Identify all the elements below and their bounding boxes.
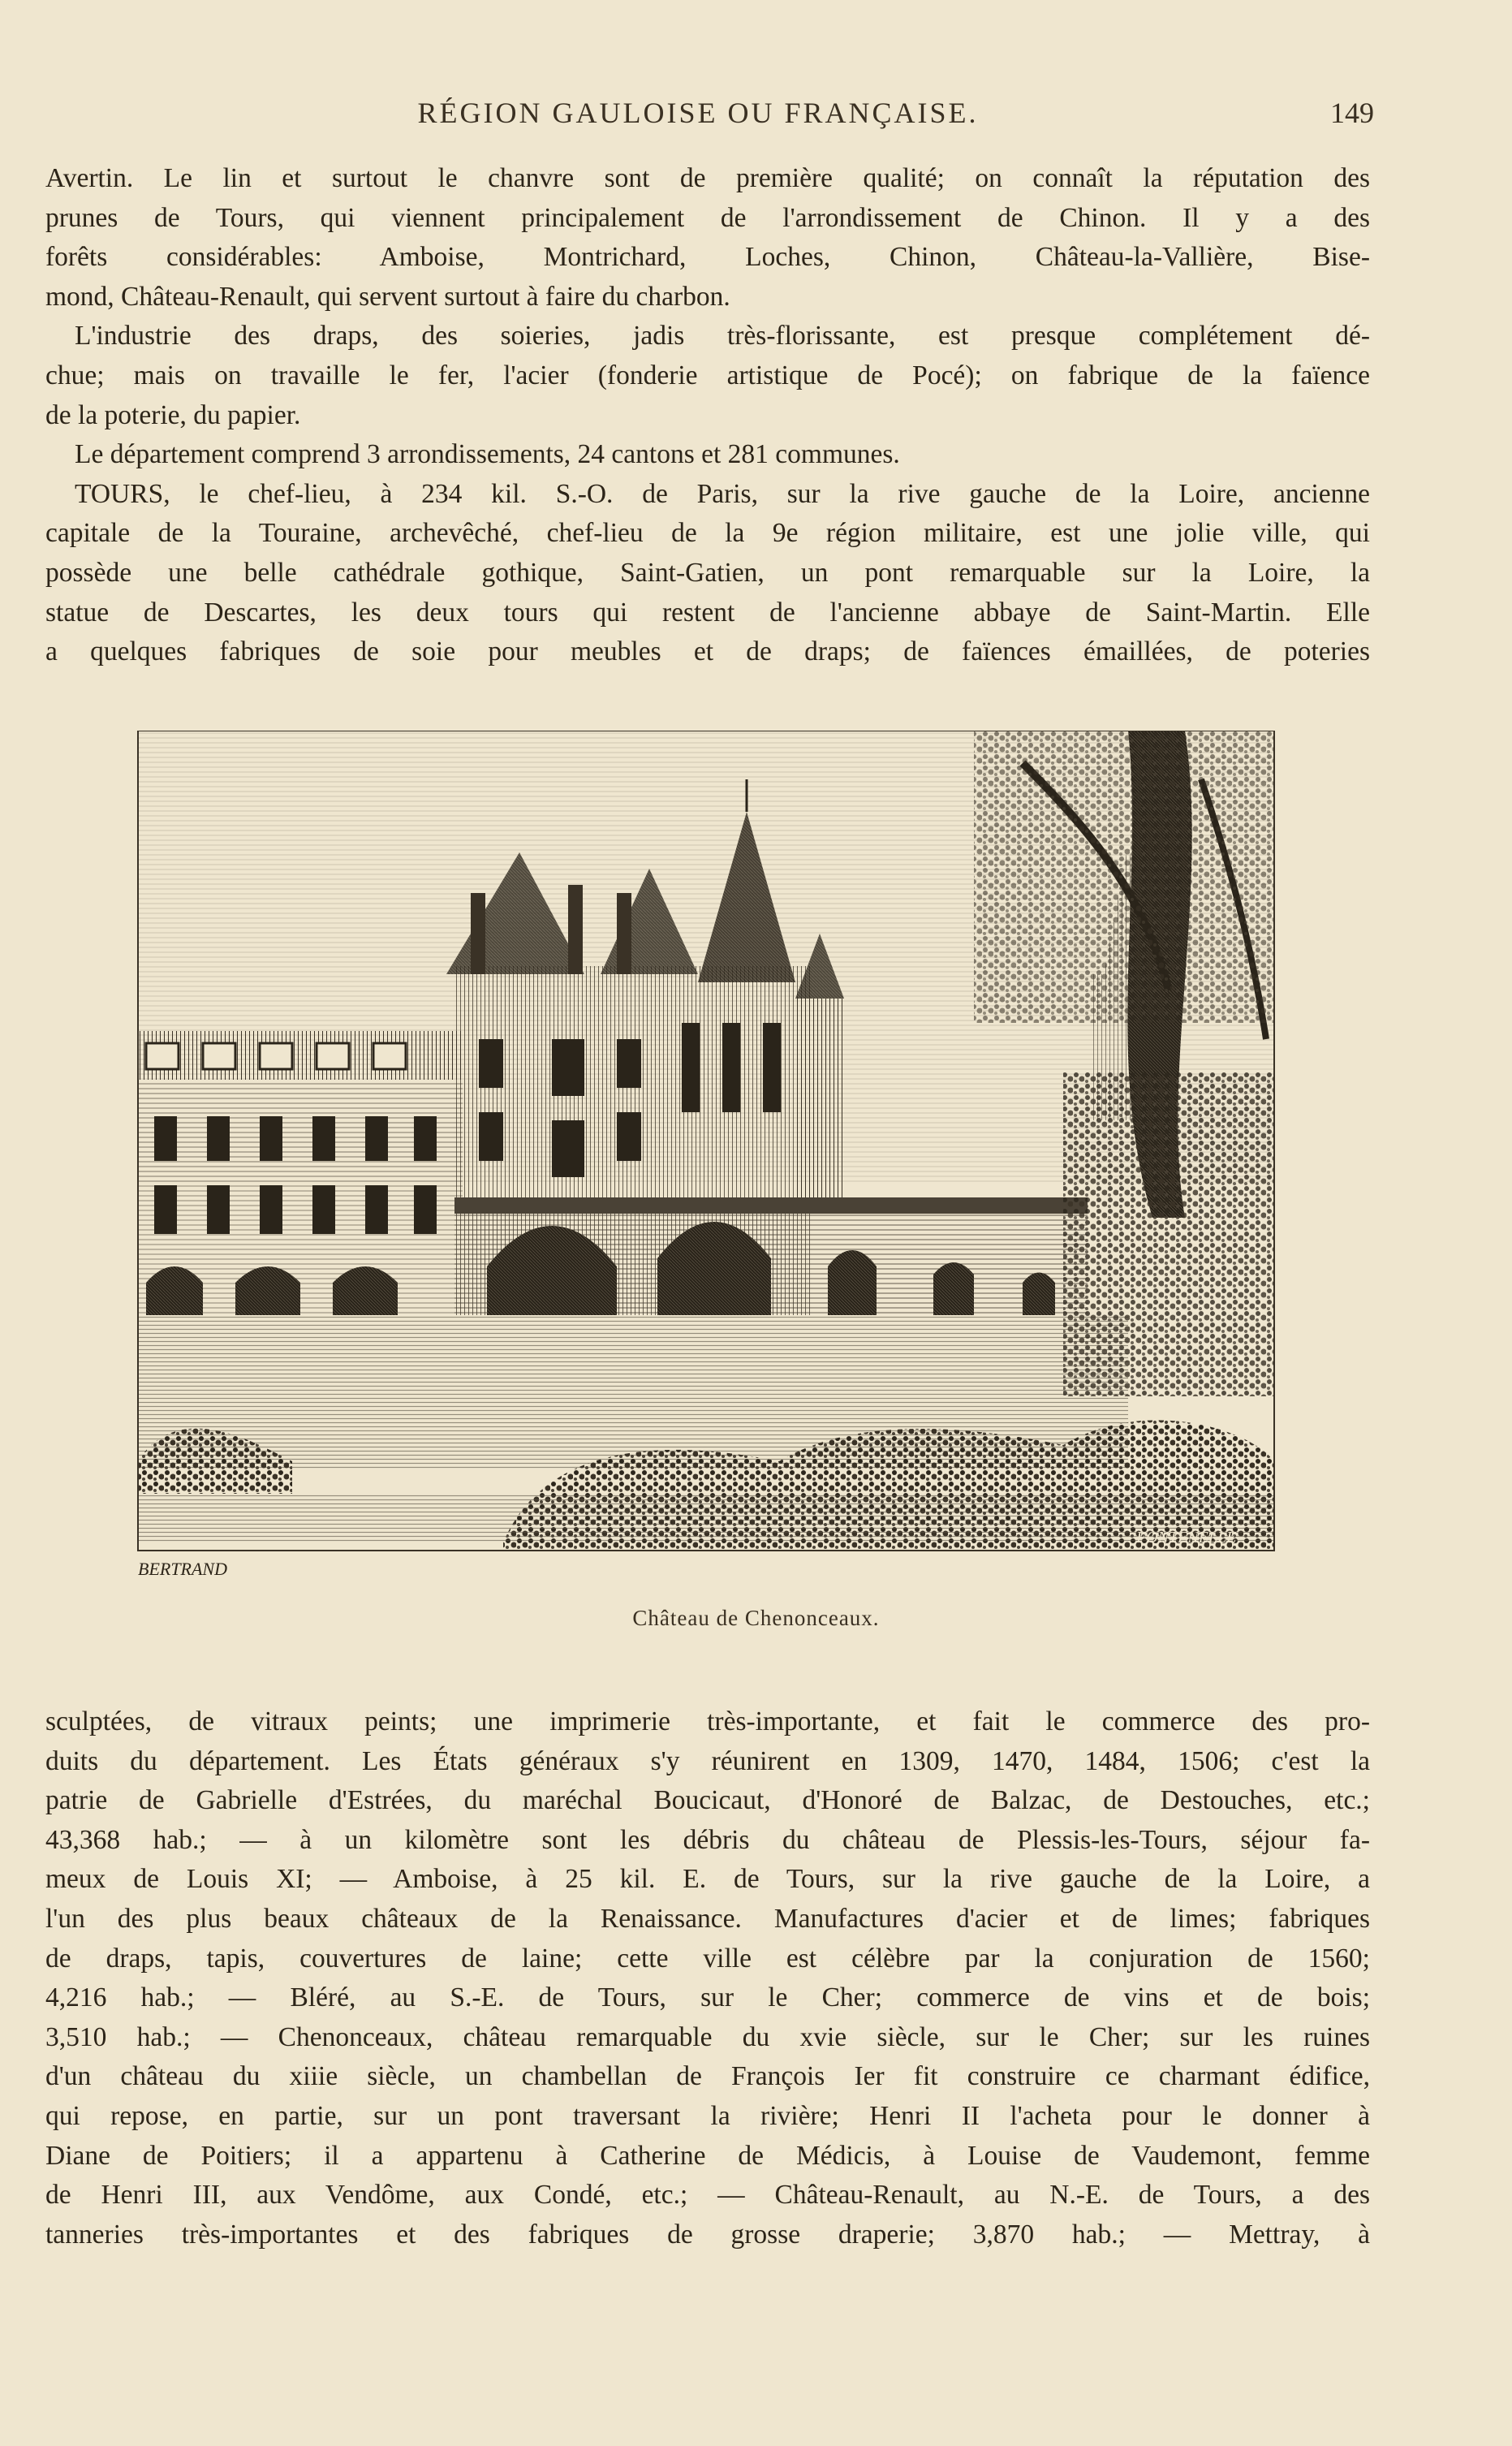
running-title: RÉGION GAULOISE OU FRANÇAISE. bbox=[417, 97, 979, 129]
figure-caption: Château de Chenonceaux. bbox=[632, 1606, 880, 1630]
text-line: sculptées, de vitraux peints; une imprimerie très-importante, et fait le commerce des pro- bbox=[45, 1706, 1370, 1736]
text-line: possède une belle cathédrale gothique, Saint-Gatien, un pont remarquable sur la Loire, la bbox=[45, 557, 1370, 588]
text-line: duits du département. Les États généraux s'y réunirent en 1309, 1470, 1484, 1506; c'est la bbox=[45, 1745, 1370, 1776]
page-number: 149 bbox=[1330, 97, 1374, 129]
text-line: Avertin. Le lin et surtout le chanvre sont de première qualité; on connaît la réputation des bbox=[45, 163, 1370, 193]
text-line: TOURS, le chef-lieu, à 234 kil. S.-O. de Paris, sur la rive gauche de la Loire, ancienne bbox=[75, 478, 1370, 509]
text-line: de la poterie, du papier. bbox=[45, 399, 301, 430]
text-line: de Henri III, aux Vendôme, aux Condé, etc.; — Château-Renault, au N.-E. de Tours, a des bbox=[45, 2180, 1370, 2211]
text-line: Diane de Poitiers; il a appartenu à Catherine de Médicis, à Louise de Vaudemont, femme bbox=[45, 2140, 1370, 2171]
text-line: meux de Louis XI; — Amboise, à 25 kil. E. de Tours, sur la rive gauche de la Loire, a bbox=[45, 1864, 1370, 1895]
text-line: statue de Descartes, les deux tours qui restent de l'ancienne abbaye de Saint-Martin. Elle bbox=[45, 597, 1370, 628]
text-line: mond, Château-Renault, qui servent surtout à faire du charbon. bbox=[45, 281, 730, 312]
engraving-chateau-chenonceaux bbox=[130, 731, 1282, 1583]
engraver-signature-left: BERTRAND bbox=[138, 1559, 227, 1579]
text-line: 4,216 hab.; — Bléré, au S.-E. de Tours, sur le Cher; commerce de vins et de bois; bbox=[45, 1982, 1370, 2013]
text-line: prunes de Tours, qui viennent principalement de l'arrondissement de Chinon. Il y a des bbox=[45, 202, 1370, 233]
text-line: L'industrie des draps, des soieries, jadis très-florissante, est presque complétement dé- bbox=[75, 321, 1370, 352]
body-text-bottom bbox=[45, 1702, 1370, 2254]
engraver-signature-right: FONTENELLE bbox=[1136, 1529, 1237, 1547]
text-line: patrie de Gabrielle d'Estrées, du maréchal Boucicaut, d'Honoré de Balzac, de Destouches, etc.; bbox=[45, 1785, 1370, 1816]
text-line: d'un château du xiiie siècle, un chambellan de François Ier fit construire ce charmant édifice, bbox=[45, 2061, 1370, 2092]
text-line: tanneries très-importantes et des fabriques de grosse draperie; 3,870 hab.; — Mettray, à bbox=[45, 2219, 1370, 2250]
page-header bbox=[0, 96, 1512, 136]
text-line: capitale de la Touraine, archevêché, chef-lieu de la 9e région militaire, est une jolie ville, qui bbox=[45, 518, 1370, 549]
text-line: Le département comprend 3 arrondissements, 24 cantons et 281 communes. bbox=[75, 439, 900, 470]
text-line: 3,510 hab.; — Chenonceaux, château remarquable du xvie siècle, sur le Cher; sur les ruines bbox=[45, 2021, 1370, 2052]
text-line: qui repose, en partie, sur un pont traversant la rivière; Henri II l'acheta pour le donner à bbox=[45, 2100, 1370, 2131]
text-line: 43,368 hab.; — à un kilomètre sont les débris du château de Plessis-les-Tours, séjour fa- bbox=[45, 1824, 1370, 1855]
text-line: de draps, tapis, couvertures de laine; cette ville est célèbre par la conjuration de 1560; bbox=[45, 1943, 1370, 1974]
text-line: l'un des plus beaux châteaux de la Renaissance. Manufactures d'acier et de limes; fabriques bbox=[45, 1903, 1370, 1934]
body-text-top bbox=[45, 159, 1370, 672]
text-line: chue; mais on travaille le fer, l'acier (fonderie artistique de Pocé); on fabrique de la faïence bbox=[45, 360, 1370, 390]
engraving-illustration bbox=[130, 731, 1282, 1583]
text-line: forêts considérables: Amboise, Montrichard, Loches, Chinon, Château-la-Vallière, Bise- bbox=[45, 242, 1370, 273]
text-line: a quelques fabriques de soie pour meubles et de draps; de faïences émaillées, de poteries bbox=[45, 636, 1370, 667]
